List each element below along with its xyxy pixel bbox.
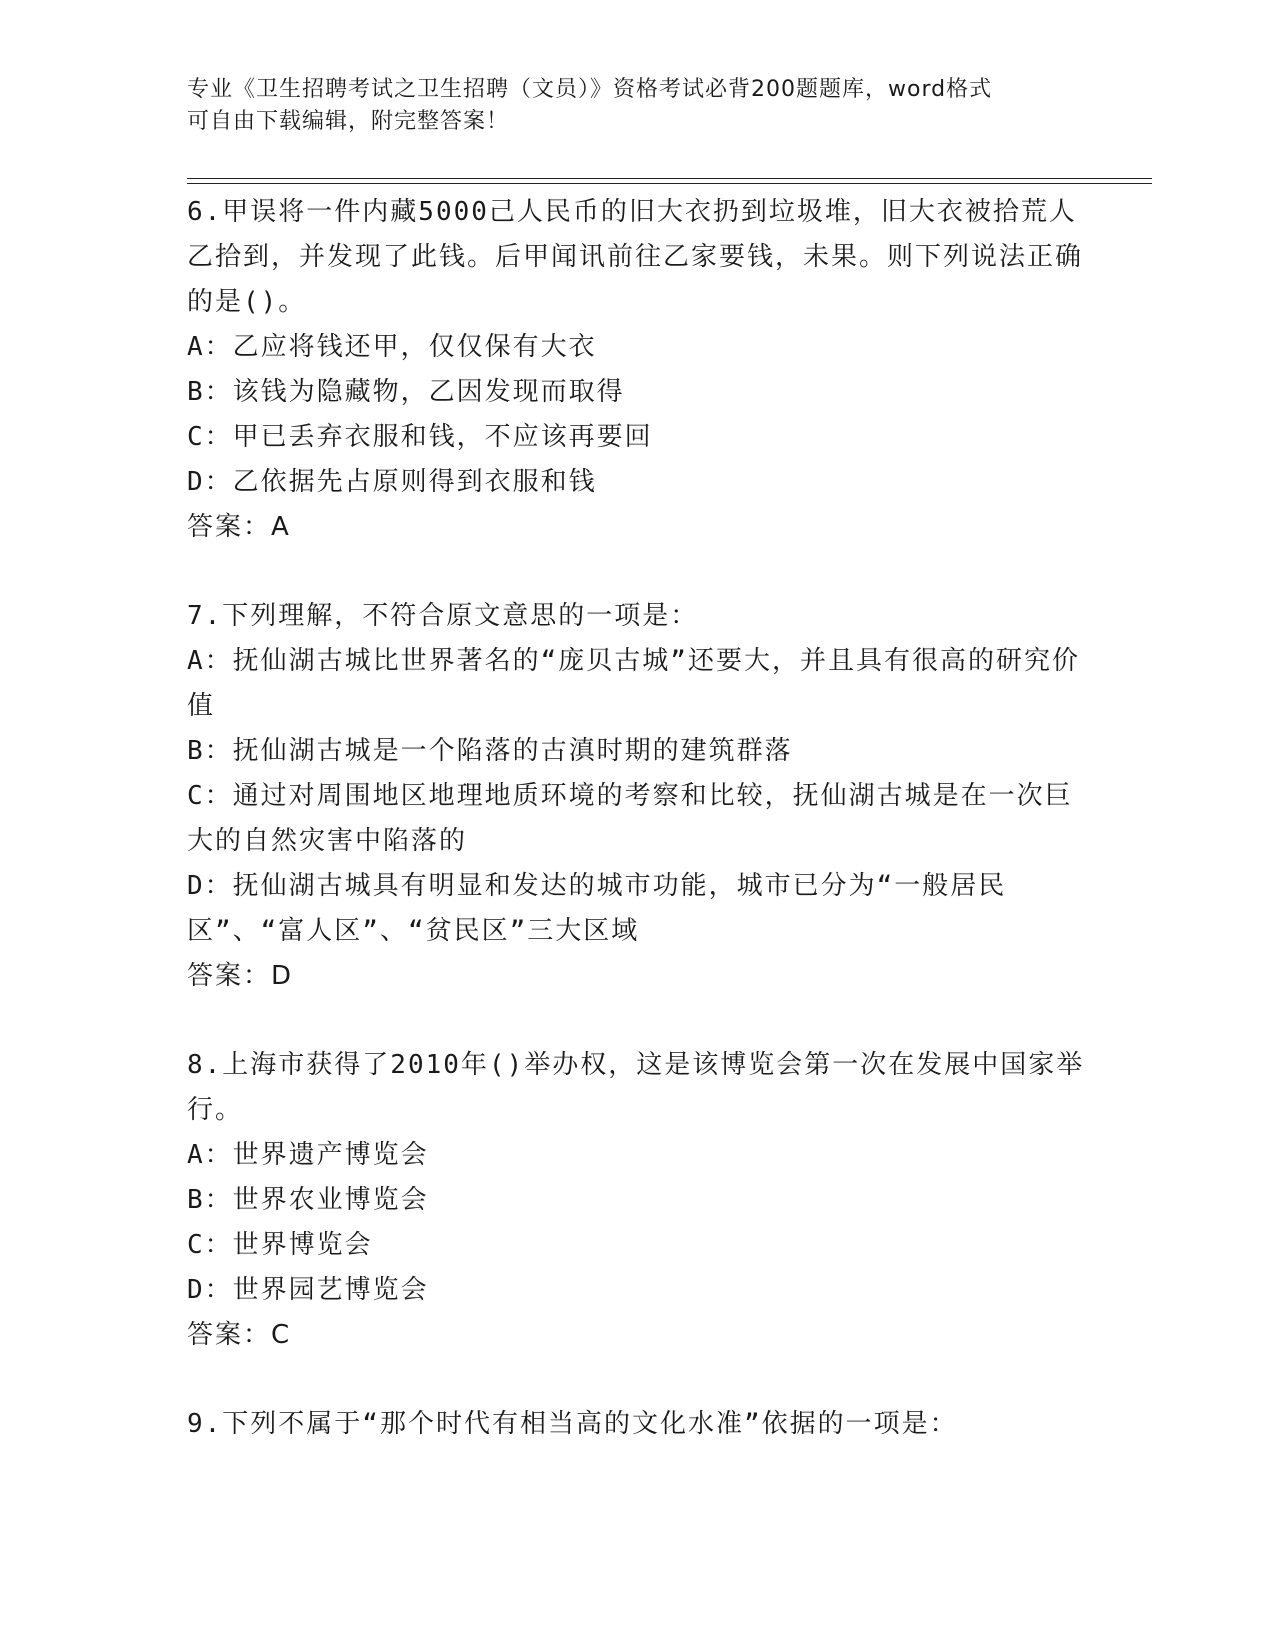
option-a: A：世界遗产博览会	[187, 1140, 429, 1170]
option-a: A：乙应将钱还甲，仅仅保有大衣	[187, 332, 597, 362]
answer-line: 答案：C	[187, 1320, 292, 1350]
option-c: C：通过对周围地区地理地质环境的考察和比较，抚仙湖古城是在一次巨大的自然灾害中陷落的	[187, 781, 1073, 856]
answer-line: 答案：A	[187, 512, 291, 542]
header-divider-bottom	[187, 183, 1152, 184]
question-stem: 7.下列理解，不符合原文意思的一项是：	[187, 601, 699, 631]
option-c: C：甲已丢弃衣服和钱，不应该再要回	[187, 422, 653, 452]
option-b: B：世界农业博览会	[187, 1185, 429, 1215]
question-7	[187, 594, 1087, 999]
header-subtitle-line: 可自由下载编辑，附完整答案！	[187, 109, 510, 134]
option-d: D：世界园艺博览会	[187, 1275, 429, 1305]
answer-line: 答案：D	[187, 961, 294, 991]
header-divider-top	[187, 178, 1152, 179]
option-b: B：抚仙湖古城是一个陷落的古滇时期的建筑群落	[187, 736, 793, 766]
question-stem: 8.上海市获得了2010年()举办权，这是该博览会第一次在发展中国家举行。	[187, 1050, 1085, 1125]
header-title-line: 专业《卫生招聘考试之卫生招聘（文员）》资格考试必背200题题库，word格式	[187, 77, 993, 102]
question-stem: 6.甲误将一件内藏5000己人民币的旧大衣扔到垃圾堆，旧大衣被拾荒人乙拾到，并发现了此钱。后甲闻讯前往乙家要钱，未果。则下列说法正确的是()。	[187, 197, 1084, 317]
option-a: A：抚仙湖古城比世界著名的“庞贝古城”还要大，并且具有很高的研究价值	[187, 646, 1080, 721]
option-d: D：抚仙湖古城具有明显和发达的城市功能，城市已分为“一般居民区”、“富人区”、“贫民区”三大区域	[187, 871, 1007, 946]
option-d: D：乙依据先占原则得到衣服和钱	[187, 467, 597, 497]
document-header	[187, 74, 1067, 138]
option-b: B：该钱为隐藏物，乙因发现而取得	[187, 377, 625, 407]
question-9	[187, 1402, 1087, 1447]
question-6	[187, 190, 1087, 550]
question-8	[187, 1043, 1087, 1358]
question-list	[187, 190, 1087, 1491]
question-stem: 9.下列不属于“那个时代有相当高的文化水准”依据的一项是：	[187, 1409, 958, 1439]
option-c: C：世界博览会	[187, 1230, 373, 1260]
